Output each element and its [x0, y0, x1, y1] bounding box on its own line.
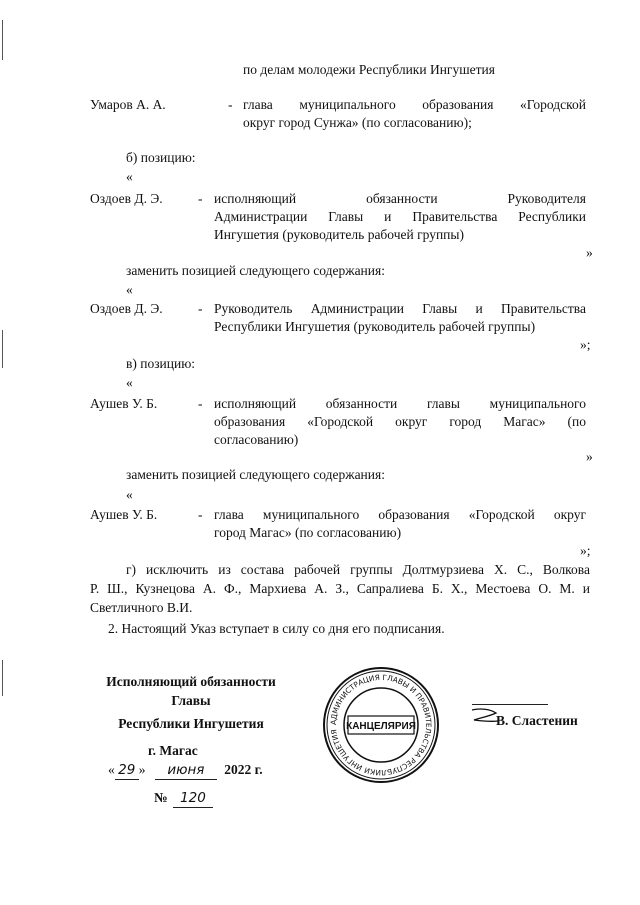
section-g-paragraph	[90, 560, 590, 617]
scan-edge-mark	[2, 20, 3, 60]
open-quote: «	[126, 487, 133, 502]
entry-name: Оздоев Д. Э.	[90, 301, 163, 316]
date-day-handwritten: 29	[115, 761, 139, 780]
entry-description-line: Ингушетия (руководитель рабочей группы)	[214, 227, 464, 242]
replace-instruction: заменить позицией следующего содержания:	[126, 263, 385, 278]
close-quote: »;	[580, 543, 591, 558]
open-quote: «	[126, 169, 133, 184]
header-line: по делам молодежи Республики Ингушетия	[243, 62, 495, 77]
signature-line	[472, 704, 548, 705]
signer-name: В. Сластенин	[496, 713, 578, 728]
paragraph-line: Светличного В.И.	[90, 600, 193, 615]
entry-description	[214, 506, 586, 542]
entry-name: Аушев У. Б.	[90, 507, 158, 522]
entry-dash: -	[198, 191, 203, 206]
entry-name: Оздоев Д. Э.	[90, 191, 163, 206]
entry-dash: -	[198, 396, 203, 411]
entry-description	[214, 300, 586, 336]
date-open-quote: «	[108, 762, 115, 777]
entry-description-line: исполняющий обязанности Руководителя	[214, 191, 586, 206]
number-label: №	[154, 790, 168, 805]
entry-description-line: исполняющий обязанности главы муниципального	[214, 396, 586, 411]
scan-edge-mark	[2, 660, 3, 696]
entry-description-line: город Магас» (по согласованию)	[214, 525, 402, 540]
entry-name: Аушев У. Б.	[90, 396, 158, 411]
entry-description	[214, 190, 586, 244]
date-month-handwritten: июня	[155, 761, 217, 780]
entry-dash: -	[198, 301, 203, 316]
date-year: 2022 г.	[224, 762, 263, 777]
signature-title-line: Республики Ингушетия	[118, 716, 264, 731]
entry-description-line: образования «Городской округ город Магас» (по	[214, 414, 586, 429]
entry-dash: -	[228, 97, 233, 112]
paragraph-line: Р. Ш., Кузнецова А. Ф., Мархиева А. З., Сапралиева Б. Х., Местоева О. М. и	[90, 581, 590, 596]
point-2-text: 2. Настоящий Указ вступает в силу со дня его подписания.	[108, 621, 445, 636]
entry-description-line: Республики Ингушетия (руководитель рабочей группы)	[214, 319, 536, 334]
number-handwritten: 120	[173, 789, 213, 808]
document-number	[154, 789, 213, 808]
seal-ring-text: АДМИНИСТРАЦИЯ ГЛАВЫ И ПРАВИТЕЛЬСТВА РЕСПУБЛИКИ ИНГУШЕТИЯ	[328, 672, 434, 778]
entry-description-line: глава муниципального образования «Городской округ	[214, 507, 586, 522]
close-quote: »	[586, 245, 593, 260]
signature-title-line: Исполняющий обязанности	[106, 674, 276, 689]
date-line	[108, 761, 263, 780]
entry-description-line: глава муниципального образования «Городской	[243, 97, 586, 112]
date-close-quote: »	[138, 762, 146, 777]
entry-description-line: округ город Сунжа» (по согласованию);	[243, 115, 472, 130]
entry-description-line: согласованию)	[214, 432, 299, 447]
section-v-label: в) позицию:	[126, 356, 196, 371]
entry-description	[243, 96, 586, 132]
city-label: г. Магас	[148, 743, 198, 758]
close-quote: »;	[580, 337, 591, 352]
open-quote: «	[126, 282, 133, 297]
replace-instruction: заменить позицией следующего содержания:	[126, 467, 385, 482]
entry-description	[214, 395, 586, 449]
entry-name: Умаров А. А.	[90, 97, 166, 112]
close-quote: »	[586, 449, 593, 464]
signature-title-line: Главы	[171, 693, 211, 708]
entry-description-line: Руководитель Администрации Главы и Правительства	[214, 301, 586, 316]
entry-dash: -	[198, 507, 203, 522]
office-seal	[322, 666, 440, 784]
section-b-label: б) позицию:	[126, 150, 196, 165]
open-quote: «	[126, 375, 133, 390]
entry-description-line: Администрации Главы и Правительства Республики	[214, 209, 586, 224]
scan-edge-mark	[2, 330, 3, 368]
signature-title	[88, 672, 294, 733]
paragraph-line: г) исключить из состава рабочей группы Долтмурзиева Х. С., Волкова	[126, 562, 590, 577]
seal-center-text: КАНЦЕЛЯРИЯ	[346, 721, 416, 732]
